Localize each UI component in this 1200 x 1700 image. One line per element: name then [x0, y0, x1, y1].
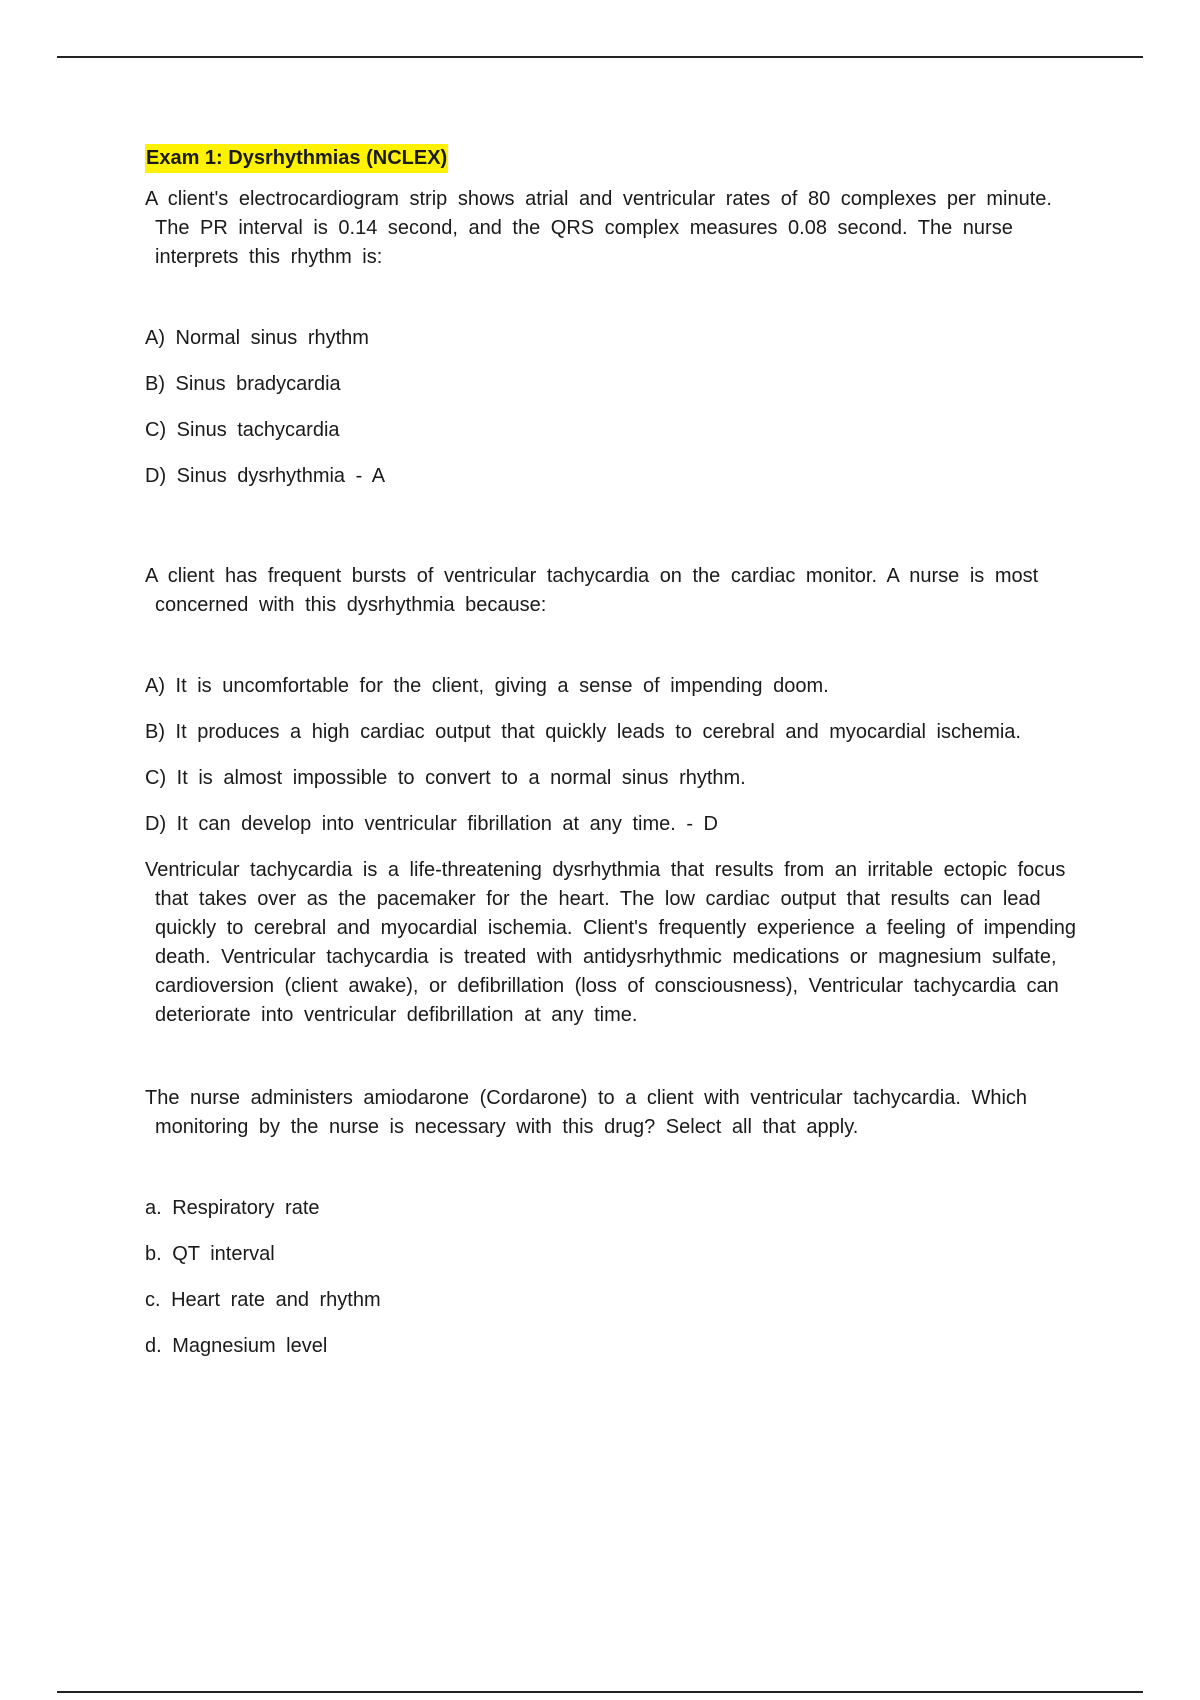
question-2	[145, 562, 1085, 1030]
option-item: C) It is almost impossible to convert to a normal sinus rhythm.	[145, 767, 746, 789]
option-item: A) It is uncomfortable for the client, giving a sense of impending doom.	[145, 675, 829, 697]
footer-rule	[57, 1691, 1143, 1693]
option-item: b. QT interval	[145, 1243, 275, 1265]
question-1	[145, 185, 1085, 491]
question-1-stem: A client's electrocardiogram strip shows atrial and ventricular rates of 80 complexes per minute. The PR interval is 0.14 second, and the QRS complex measures 0.08 second. The nurse interprets this rhythm is:	[145, 188, 1052, 268]
option-item: A) Normal sinus rhythm	[145, 327, 369, 349]
option-item: a. Respiratory rate	[145, 1197, 320, 1219]
option-item: B) It produces a high cardiac output that quickly leads to cerebral and myocardial ischemia.	[145, 721, 1021, 743]
question-3-options	[145, 1194, 1085, 1361]
option-item: D) It can develop into ventricular fibrillation at any time. - D	[145, 813, 718, 835]
question-3-stem: The nurse administers amiodarone (Cordarone) to a client with ventricular tachycardia. Which monitoring by the nurse is necessary with this drug? Select all that apply.	[145, 1087, 1028, 1138]
document-title: Exam 1: Dysrhythmias (NCLEX)	[145, 144, 448, 173]
question-2-options	[145, 672, 1085, 839]
spacer	[145, 508, 1085, 562]
option-item: C) Sinus tachycardia	[145, 419, 340, 441]
question-2-stem: A client has frequent bursts of ventricular tachycardia on the cardiac monitor. A nurse is most concerned with this dysrhythmia because:	[145, 565, 1039, 616]
option-item: d. Magnesium level	[145, 1335, 328, 1357]
question-2-rationale: Ventricular tachycardia is a life-threatening dysrhythmia that results from an irritable ectopic focus that takes over as the pacemaker for the heart. The low cardiac output that results can lead quickly to cerebral and myocardial ischemia. Client's frequently experience a feeling of impending death. Ventricular tachycardia is treated with antidysrhythmic medications or magnesium sulfate, cardioversion (client awake), or defibrillation (loss of consciousness), Ventricular tachycardia can deteriorate into ventricular defibrillation at any time.	[145, 859, 1076, 1026]
option-item: c. Heart rate and rhythm	[145, 1289, 381, 1311]
spacer	[145, 1030, 1085, 1084]
document-body	[145, 144, 1085, 1378]
header-rule	[57, 56, 1143, 58]
option-item: B) Sinus bradycardia	[145, 373, 341, 395]
option-item: D) Sinus dysrhythmia - A	[145, 465, 386, 487]
question-3	[145, 1084, 1085, 1361]
question-1-options	[145, 324, 1085, 491]
